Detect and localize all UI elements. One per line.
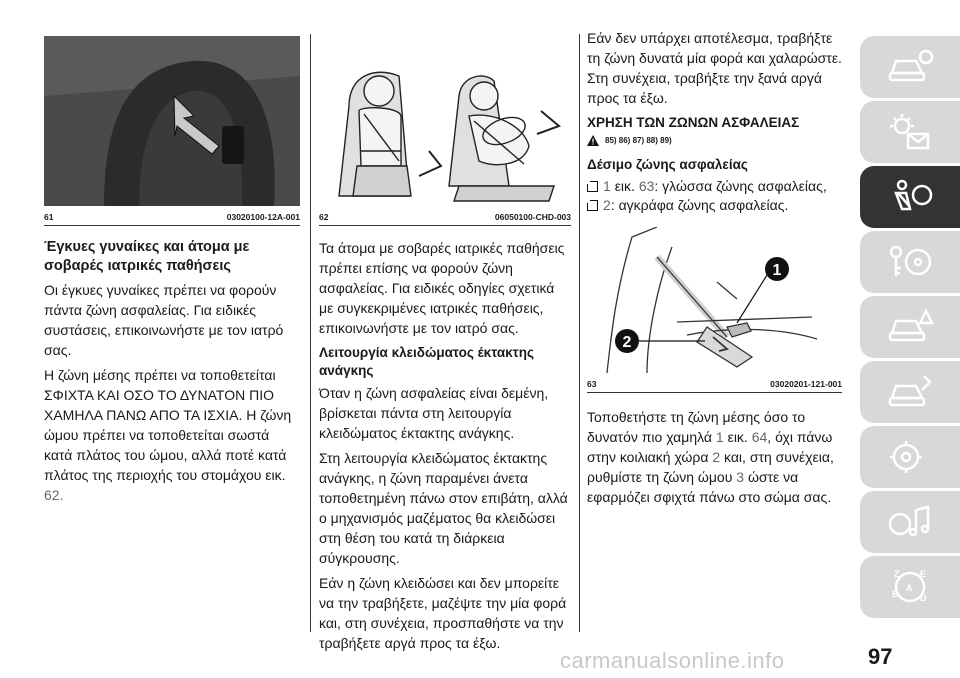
column-2 xyxy=(319,36,571,658)
paragraph: Όταν η ζώνη ασφαλείας είναι δεμένη, βρίσκεται πάντα στη λειτουργία κλειδώματος έκτακτης ανάγκης. xyxy=(319,385,549,441)
technical-data-icon xyxy=(886,437,934,477)
tab-maintenance[interactable] xyxy=(860,361,960,423)
paragraph: Στη λειτουργία κλειδώματος έκτακτης ανάγκης, η ζώνη παραμένει άνετα τοποθετημένη πάνω στον επιβάτη, αλλά ο μηχανισμός μαζέματος θα κλειδώσει στη θέση του κατά τη διάρκεια σύγκρουσης. xyxy=(319,450,568,566)
car-service-icon xyxy=(886,372,934,412)
car-warning-icon xyxy=(886,307,934,347)
section-heading: Λειτουργία κλειδώματος έκτακτης ανάγκης xyxy=(319,345,534,378)
tab-starting-driving[interactable] xyxy=(860,231,960,293)
car-info-icon xyxy=(886,47,934,87)
airbag-seatbelt-icon xyxy=(886,177,934,217)
figure-caption xyxy=(319,206,571,226)
paragraph: Η ζώνη μέσης πρέπει να τοποθετείται ΣΦΙΧΤΑ ΚΑΙ ΟΣΟ ΤΟ ΔΥΝΑΤΟΝ ΠΙΟ ΧΑΜΗΛΑ ΠΑΝΩ ΑΠΟ ΤΑ ΙΣΧΙΑ. Η ζώνη ώμου πρέπει να τοποθετείται σωστά κατά πλάτος του ώμου, αλλά ποτέ κατά πλάτος της περιοχής του στομάχου εικ. 62. xyxy=(44,367,292,503)
figure-code: 03020100-12A-001 xyxy=(226,212,300,222)
figure-caption xyxy=(44,206,300,226)
section-heading: ΧΡΗΣΗ ΤΩΝ ΖΩΝΩΝ ΑΣΦΑΛΕΙΑΣ xyxy=(587,115,800,130)
warning-references xyxy=(587,135,842,146)
svg-text:E: E xyxy=(920,569,927,579)
callout-2: 2 xyxy=(622,334,632,351)
figure-61-seat-headrest xyxy=(44,36,300,206)
figure-caption xyxy=(587,373,842,393)
multimedia-icon xyxy=(886,502,934,542)
column-divider xyxy=(310,34,311,632)
watermark: carmanualsonline.info xyxy=(560,648,785,673)
tab-emergency[interactable] xyxy=(860,296,960,358)
svg-text:D: D xyxy=(920,593,927,603)
figure-link[interactable]: 62. xyxy=(44,487,64,503)
column-divider xyxy=(579,34,580,632)
figure-62-seatbelt-positions xyxy=(319,36,571,206)
bullet-arrow-icon xyxy=(587,200,598,211)
index-icon xyxy=(886,567,934,607)
paragraph: Τοποθετήστε τη ζώνη μέσης όσο το δυνατόν πιο χαμηλά 1 εικ. 64, όχι πάνω στην κοιλιακή χώρα 2 και, στη συνέχεια, ρυθμίστε τη ζώνη ώμου 3 ώστε να εφαρμόζει σφιχτά πάνω στο σώμα σας. xyxy=(587,409,834,505)
figure-63-buckle xyxy=(587,227,842,373)
tab-technical-data[interactable] xyxy=(860,426,960,488)
key-steering-icon xyxy=(886,242,934,282)
chapter-sidebar xyxy=(852,36,960,621)
page-number: 97 xyxy=(868,644,893,669)
tab-multimedia[interactable] xyxy=(860,491,960,553)
bullet-arrow-icon xyxy=(587,181,598,192)
column-1 xyxy=(44,36,300,510)
paragraph: Εάν δεν υπάρχει αποτέλεσμα, τραβήξτε τη ζώνη δυνατά μία φορά και χαλαρώστε. Στη συνέχεια, τραβήξτε την ξανά αργά προς τα έξω. xyxy=(587,30,842,106)
figure-code: 03020201-121-001 xyxy=(770,379,842,389)
figure-link[interactable]: 64 xyxy=(751,429,768,445)
paragraph: Τα άτομα με σοβαρές ιατρικές παθήσεις πρέπει επίσης να φορούν ζώνη ασφαλείας. Για ειδικές οδηγίες σχετικά με συγκεκριμένες ιατρικές παθήσεις, επικοινωνήστε με τον ιατρό σας. xyxy=(319,240,565,336)
tab-warning-lights[interactable] xyxy=(860,101,960,163)
column-3 xyxy=(587,28,842,512)
legend-item-2: 2 : αγκράφα ζώνης ασφαλείας. xyxy=(587,196,842,215)
warning-refs-text[interactable]: 85) 86) 87) 88) 89) xyxy=(605,136,672,145)
tab-car-info[interactable] xyxy=(860,36,960,98)
callout-1: 1 xyxy=(772,262,782,279)
subsection-heading: Δέσιμο ζώνης ασφαλείας xyxy=(587,157,748,172)
tab-safety[interactable] xyxy=(860,166,960,228)
warning-triangle-icon xyxy=(587,135,599,146)
warning-lights-icon xyxy=(886,112,934,152)
legend-item-1: 1 εικ. 63 : γλώσσα ζώνης ασφαλείας, xyxy=(587,177,842,196)
tab-index[interactable] xyxy=(860,556,960,618)
svg-text:B: B xyxy=(892,589,899,599)
svg-text:Z: Z xyxy=(894,569,900,579)
svg-text:A: A xyxy=(906,583,913,593)
figure-link[interactable]: 63 xyxy=(638,178,655,194)
paragraph: Εάν η ζώνη κλειδώσει και δεν μπορείτε να την τραβήξετε, μαζέψτε την μία φορά και, στη συνέχεια, προσπαθήστε να την τραβήξετε αργά προς τα έξω. xyxy=(319,575,567,651)
figure-number: 61 xyxy=(44,212,54,222)
section-heading: Έγκυες γυναίκες και άτομα με σοβαρές ιατρικές παθήσεις xyxy=(44,239,250,274)
figure-number: 63 xyxy=(587,379,597,389)
figure-number: 62 xyxy=(319,212,329,222)
figure-code: 06050100-CHD-003 xyxy=(494,212,571,222)
paragraph: Οι έγκυες γυναίκες πρέπει να φορούν πάντα ζώνη ασφαλείας. Για ειδικές συστάσεις, επικοινωνήστε με τον ιατρό σας. xyxy=(44,282,284,358)
